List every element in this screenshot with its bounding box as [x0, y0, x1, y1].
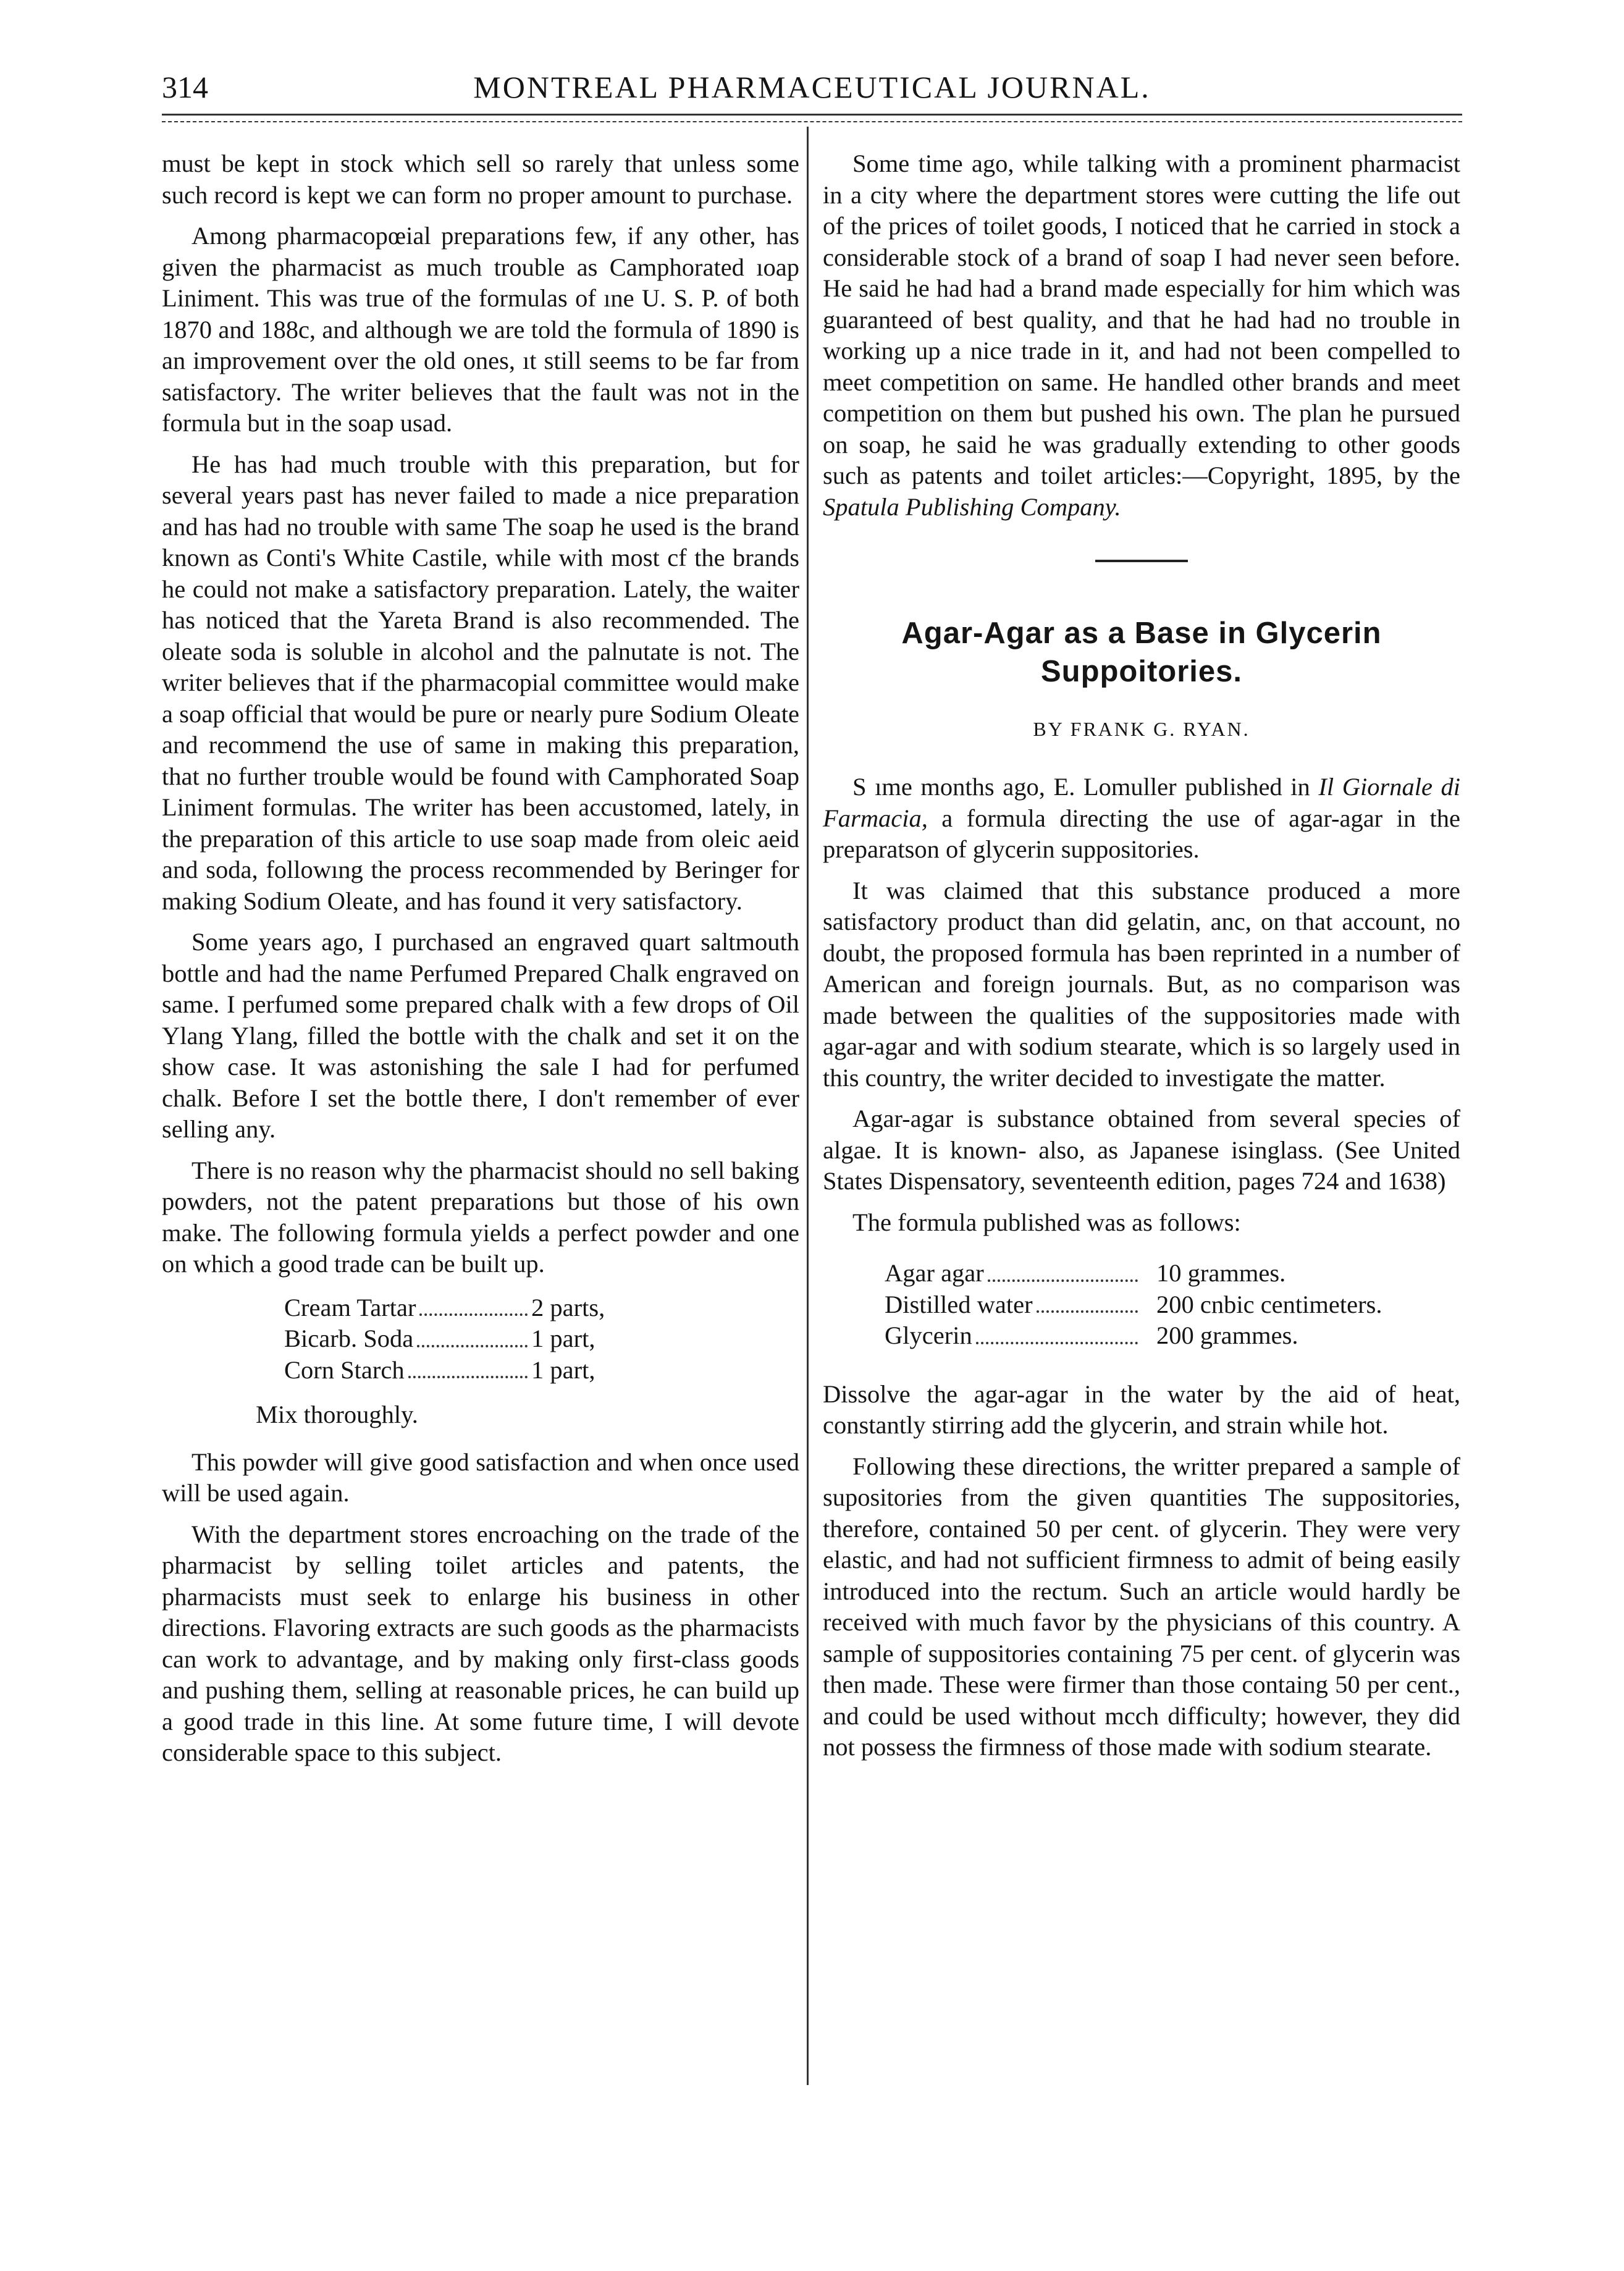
page-header [162, 57, 1462, 131]
journal-citation: Il Giornale di Farmacia, [823, 773, 1461, 832]
recipe-ingredient: Cream Tartar [284, 1293, 416, 1321]
paragraph: Among pharmacopœial preparations few, if any other, has given the pharmacist as much trouble as Camphorated ıoap Liniment. This was true of the formulas of ıne U. S. P. of both 1870 and 188c, and although we are told the formula of 1890 is an improvement over the old ones, ıt still seems to be far from satisfactory. The writer believes that the fault was not in the formula but in the soap usad. [162, 222, 799, 437]
publisher-name: Spatula Publishing Company. [823, 492, 1121, 521]
paragraph: It was claimed that this substance produced a more satisfactory product than did gelatin, anc, on that account, no doubt, the proposed formula has bəen reprinted in a number of American and foreign journals. But, as no comparison was made between the qualities of the suppositories made with agar-agar and with sodium stearate, which is so largely used in this country, the writer decided to investigate the matter. [823, 876, 1460, 1092]
left-column [162, 148, 799, 1779]
suppository-formula [885, 1258, 1460, 1352]
paragraph: Following these directions, the writter prepared a sample of supositories from the given quantities The suppositories, therefore, contained 50 per cent. of glycerin. They were very elastic, and had not sufficient firmness to admit of being easily introduced into the rectum. Such an article would hardly be received with much favor by the physicians of this country. A sample of suppositories containing 75 per cent. of glycerin was then made. These were firmer than those containg 50 per cent., and could be used without mcch difficulty; however, they did not possess the firmness of those made with sodium stearate. [823, 1452, 1460, 1761]
paragraph-text: S ıme months ago, E. Lomuller published in [852, 773, 1310, 801]
journal-title: MONTREAL PHARMACEUTICAL JOURNAL. [473, 70, 1151, 104]
formula-row [885, 1258, 1460, 1289]
formula-ingredient: Agar agar [885, 1259, 984, 1287]
column-divider [807, 127, 809, 2085]
formula-quantity: 10 grammes. [1156, 1259, 1286, 1287]
paragraph-text: a formula directing the use of agar-agar in the preparatson of glycerin suppositories. [823, 804, 1460, 863]
formula-ingredient: Glycerin [885, 1321, 972, 1349]
recipe-quantity: 2 parts, [531, 1293, 605, 1321]
paragraph [823, 148, 1460, 523]
paragraph: Agar-agar is substance obtained from several species of algae. It is known- also, as Japanese isinglass. (See United States Dispensatory, seventeenth edition, pages 724 and 1638) [823, 1105, 1460, 1195]
recipe-ingredient: Corn Starch [284, 1355, 405, 1384]
formula-row [885, 1320, 1460, 1352]
paragraph: Some years ago, I purchased an engraved quart saltmouth bottle and had the name Perfumed Prepared Chalk engraved on same. I perfumed some prepared chalk with a few drops of Oil Ylang Ylang, filled the bottle with the chalk and set it on the show case. It was astonishing the sale I had for perfumed chalk. Before I set the bottle there, I don't remember of ever selling any. [162, 928, 799, 1143]
byline: BY FRANK G. RYAN. [1033, 718, 1250, 740]
paragraph-text: Some time ago, while talking with a prominent pharmacist in a city where the department stores were cutting the life out of the prices of toilet goods, I noticed that he carried in stock a considerable stock of a brand of soap I had never seen before. He said he had had a brand made especially for him which was guaranteed of best quality, and that he had had no trouble in working up a nice trade in it, and had not been compelled to meet competition on same. He handled other brands and meet competition on them but pushed his own. The plan he pursued on soap, he said he was gradually extending to other goods such as patents and toilet articles:—Copyright, 1895, by the [823, 150, 1460, 489]
paragraph: Dissolve the agar-agar in the water by the aid of heat, constantly stirring add the glycerin, and strain while hot. [823, 1380, 1460, 1439]
header-rule-dashed [162, 121, 1462, 122]
formula-intro: The formula published was as follows: [852, 1208, 1241, 1236]
formula-quantity: 200 grammes. [1156, 1321, 1298, 1349]
formula-ingredient: Distilled water [885, 1290, 1033, 1318]
paragraph: With the department stores encroaching on the trade of the pharmacist by selling toilet articles and patents, the pharmacists must seek to enlarge his business in other directions. Flavoring extracts are such goods as the pharmacists can work to advantage, and by making only first-class goods and pushing them, selling at reasonable prices, he can build up a good trade in this line. At some future time, I will devote considerable space to this subject. [162, 1520, 799, 1766]
paragraph: He has had much trouble with this preparation, but for several years past has never failed to made a nice preparation and has had no trouble with same The soap he used is the brand known as Conti's White Castile, while with most cf the brands he could not make a satisfactory preparation. Lately, the waiter has noticed that the Yareta Brand is also recommended. The oleate soda is soluble in alcohol and the palnutate is not. The writer believes that if the pharmacopial committee would make a soap official that would be pure or nearly pure Sodium Oleate and recommend the use of same in making this preparation, that no further trouble would be found with Camphorated Soap Liniment formulas. The writer has been accustomed, lately, in the preparation of this article to use soap made from oleic aeid and soda, followıng the process recommended by Beringer for making Sodium Oleate, and has found it very satisfactory. [162, 450, 799, 915]
recipe-row [284, 1323, 799, 1355]
recipe-ingredient: Bicarb. Soda [284, 1325, 414, 1352]
right-column [823, 148, 1460, 1773]
recipe-quantity: 1 part, [531, 1325, 595, 1352]
recipe-row [284, 1292, 799, 1324]
header-rule [162, 114, 1462, 116]
formula-row [885, 1289, 1460, 1321]
page-number: 314 [162, 70, 208, 104]
baking-powder-recipe [284, 1292, 799, 1386]
paragraph [823, 772, 1460, 866]
paragraph: There is no reason why the pharmacist should no sell baking powders, not the patent preparations but those of his own make. The following formula yields a perfect powder and one on which a good trade can be built up. [162, 1156, 799, 1278]
paragraph: This powder will give good satisfaction and when once used will be used again. [162, 1447, 799, 1507]
recipe-quantity: 1 part, [531, 1355, 595, 1384]
recipe-instruction: Mix thoroughly. [256, 1401, 418, 1428]
paragraph: must be kept in stock which sell so rarely that unless some such record is kept we can form no proper amount to purchase. [162, 150, 799, 209]
section-separator [1095, 560, 1188, 562]
recipe-row [284, 1355, 799, 1386]
formula-quantity: 200 cnbic centimeters. [1156, 1290, 1382, 1318]
article-title: Agar-Agar as a Base in Glycerin Suppoitories. [901, 617, 1382, 688]
